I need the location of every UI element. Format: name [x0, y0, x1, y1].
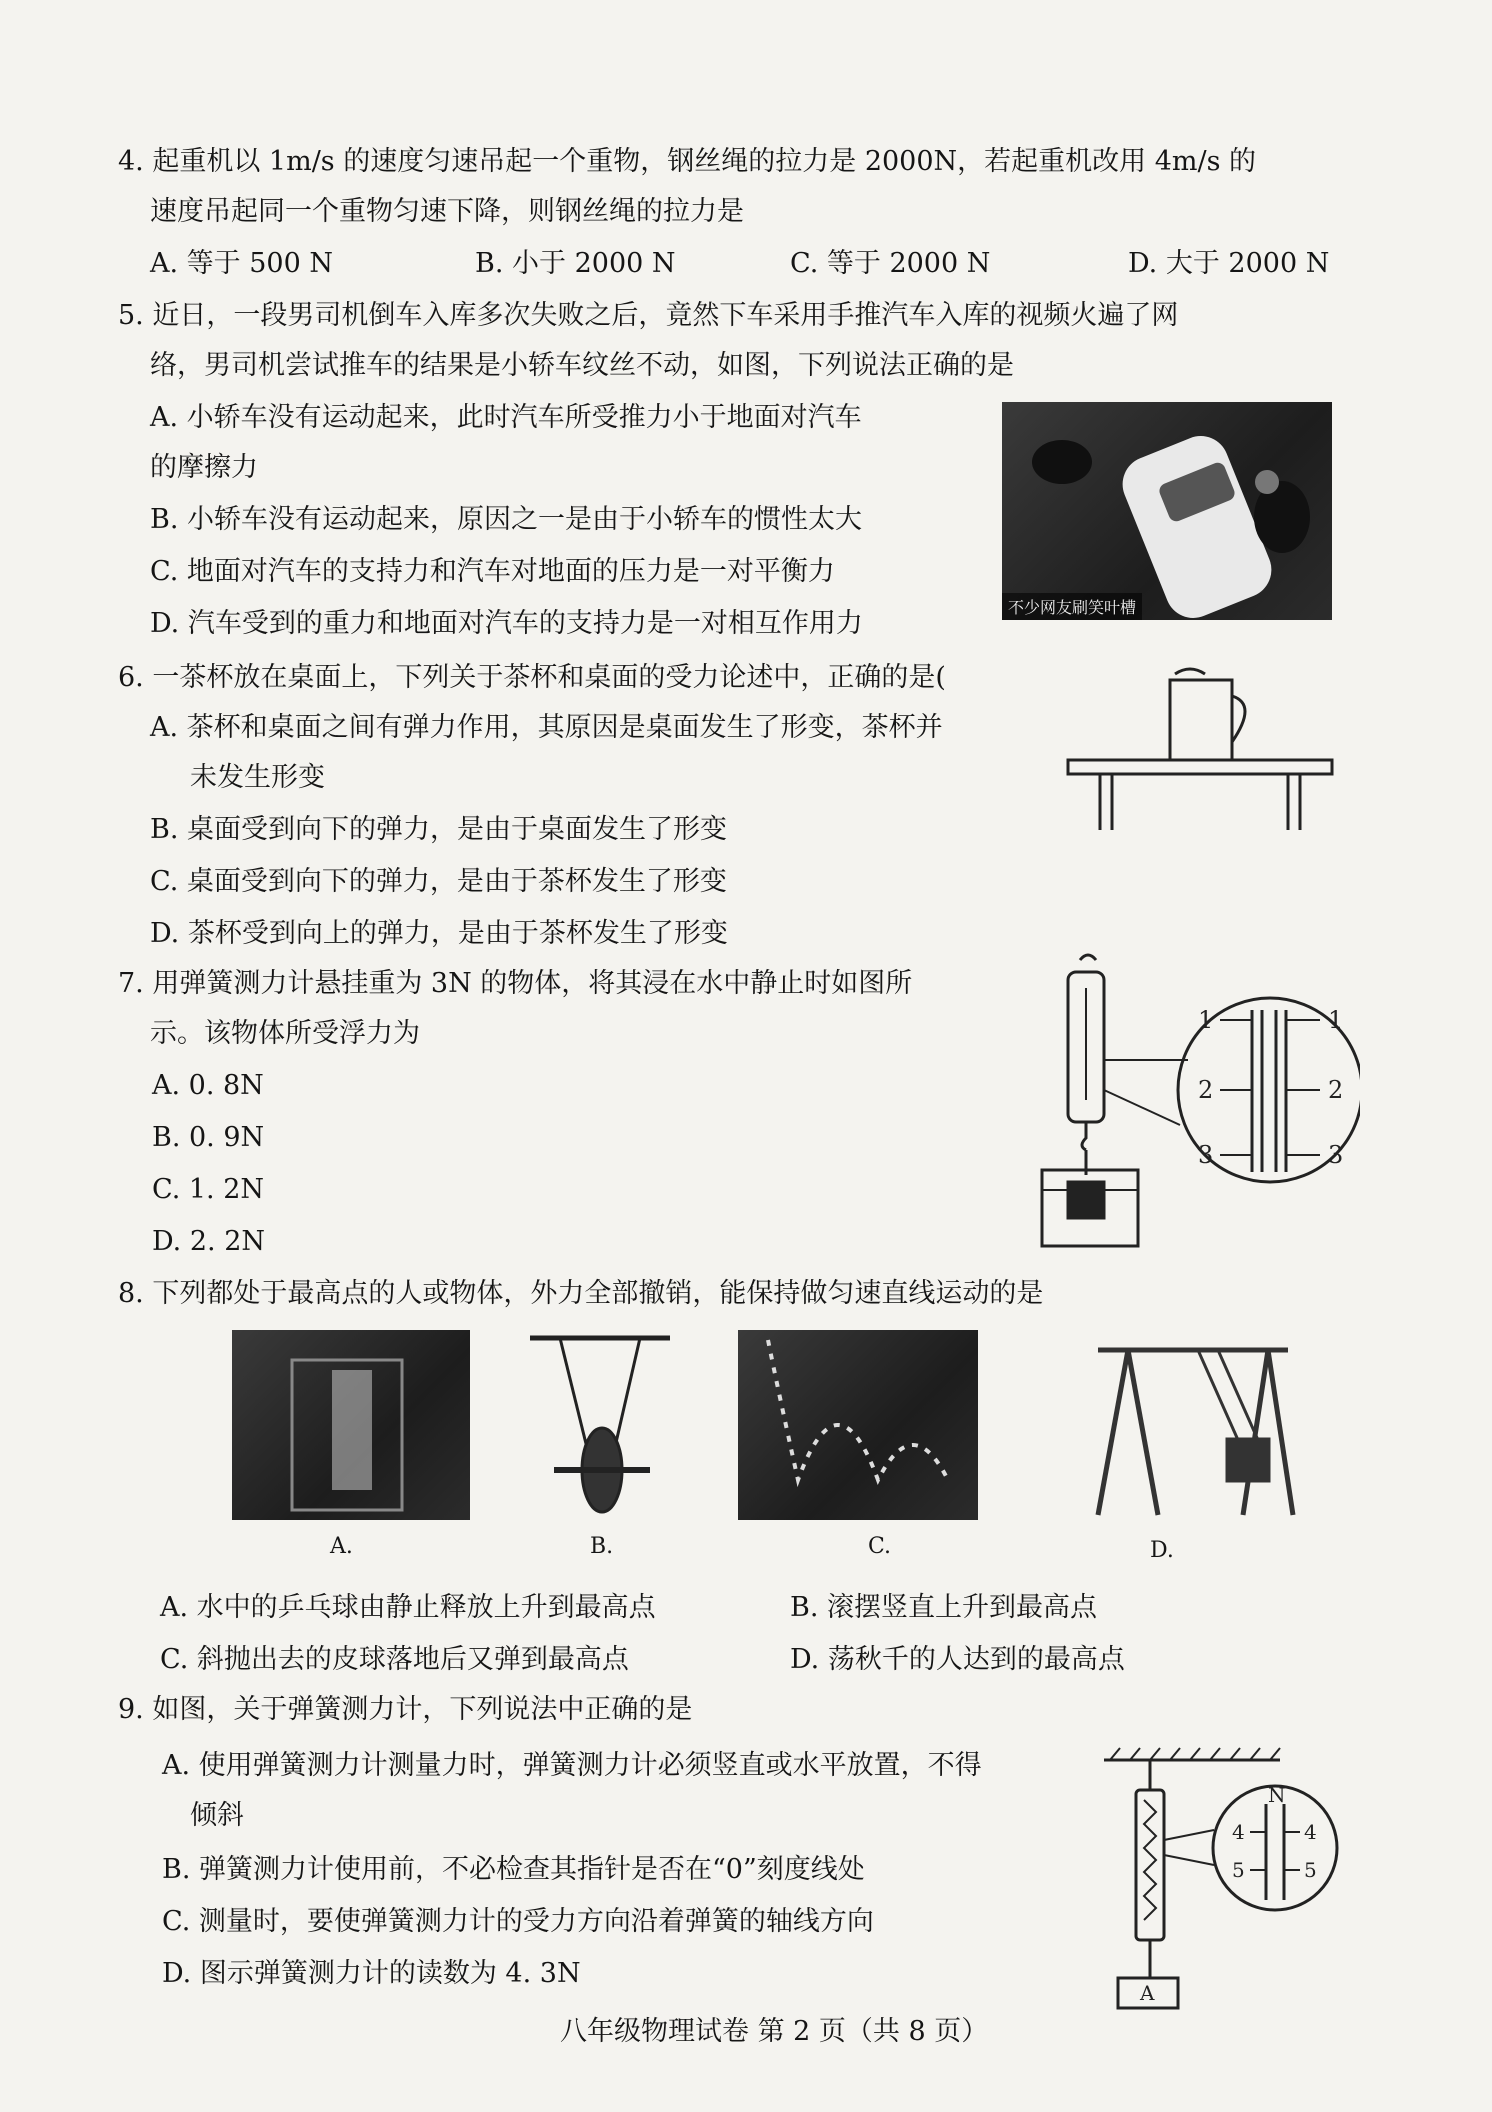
q4-stem-line2: 速度吊起同一个重物匀速下降，则钢丝绳的拉力是	[150, 196, 744, 227]
q6-stem: 6. 一茶杯放在桌面上，下列关于茶杯和桌面的受力论述中，正确的是(	[118, 662, 946, 693]
q7-scale-label-3-right: 3	[1328, 1141, 1344, 1169]
car-push-photo	[1002, 402, 1332, 620]
ping-pong-beaker-illustration	[232, 1330, 470, 1520]
q8-fig-label-b: B.	[590, 1534, 614, 1559]
q8-fig-label-a: A.	[330, 1534, 353, 1559]
q7-option-a: A. 0. 8N	[152, 1070, 264, 1101]
q9-unit-label: N	[1268, 1783, 1286, 1807]
q8-swing-diagram	[1078, 1330, 1308, 1520]
bouncing-ball-trajectory-illustration	[738, 1330, 978, 1520]
q7-option-b: B. 0. 9N	[152, 1122, 265, 1153]
q7-stem-line2: 示。该物体所受浮力为	[150, 1018, 420, 1049]
q4-stem-line1: 4. 起重机以 1m/s 的速度匀速吊起一个重物，钢丝绳的拉力是 2000N，若起重机改用 4m/s 的	[118, 146, 1257, 177]
q9-option-d: D. 图示弹簧测力计的读数为 4. 3N	[162, 1958, 581, 1989]
q9-scale-label-5-left: 5	[1232, 1858, 1245, 1882]
q9-option-a-line1: A. 使用弹簧测力计测量力时，弹簧测力计必须竖直或水平放置，不得	[162, 1750, 982, 1781]
q5-stem-line1: 5. 近日，一段男司机倒车入库多次失败之后，竟然下车采用手推汽车入库的视频火遍了网	[118, 300, 1179, 331]
q6-option-b: B. 桌面受到向下的弹力，是由于桌面发生了形变	[150, 814, 728, 845]
q6-option-a-line2: 未发生形变	[190, 762, 325, 793]
q6-option-a-line1: A. 茶杯和桌面之间有弹力作用，其原因是桌面发生了形变，茶杯并	[150, 712, 943, 743]
q6-option-c: C. 桌面受到向下的弹力，是由于茶杯发生了形变	[150, 866, 727, 897]
q9-scale-label-4-left: 4	[1232, 1820, 1245, 1844]
q5-option-b: B. 小轿车没有运动起来，原因之一是由于小轿车的惯性太大	[150, 504, 863, 535]
q4-option-d: D. 大于 2000 N	[1128, 248, 1330, 279]
q7-scale-label-1-left: 1	[1198, 1006, 1214, 1034]
q5-stem-line2: 络，男司机尝试推车的结果是小轿车纹丝不动，如图，下列说法正确的是	[150, 350, 1014, 381]
q8-photo-ping-pong	[232, 1330, 470, 1520]
q8-option-d: D. 荡秋千的人达到的最高点	[790, 1644, 1125, 1675]
teacup-table-diagram	[1060, 660, 1340, 840]
q7-option-d: D. 2. 2N	[152, 1226, 265, 1257]
q9-option-b: B. 弹簧测力计使用前，不必检查其指针是否在“0”刻度线处	[162, 1854, 865, 1885]
q4-option-a: A. 等于 500 N	[150, 248, 333, 279]
q9-block-label: A	[1140, 1981, 1155, 2005]
q8-option-b: B. 滚摆竖直上升到最高点	[790, 1592, 1098, 1623]
q7-scale-label-2-right: 2	[1328, 1076, 1344, 1104]
q9-spring-scale-diagram	[1090, 1740, 1350, 2010]
q4-option-b: B. 小于 2000 N	[475, 248, 676, 279]
q8-maxwell-wheel-diagram	[520, 1330, 680, 1520]
q9-stem: 9. 如图，关于弹簧测力计，下列说法中正确的是	[118, 1694, 693, 1725]
q7-scale-label-1-right: 1	[1328, 1006, 1344, 1034]
q9-scale-label-5-right: 5	[1304, 1858, 1317, 1882]
q5-option-d: D. 汽车受到的重力和地面对汽车的支持力是一对相互作用力	[150, 608, 863, 639]
q5-option-a-line2: 的摩擦力	[150, 452, 258, 483]
q5-option-c: C. 地面对汽车的支持力和汽车对地面的压力是一对平衡力	[150, 556, 835, 587]
q8-photo-bouncing-ball	[738, 1330, 978, 1520]
q9-scale-label-4-right: 4	[1304, 1820, 1317, 1844]
q8-option-c: C. 斜抛出去的皮球落地后又弹到最高点	[160, 1644, 629, 1675]
q8-option-a: A. 水中的乒乓球由静止释放上升到最高点	[160, 1592, 656, 1623]
q7-stem-line1: 7. 用弹簧测力计悬挂重为 3N 的物体，将其浸在水中静止时如图所	[118, 968, 913, 999]
page-footer: 八年级物理试卷 第 2 页（共 8 页）	[560, 2016, 989, 2047]
spring-scale-water-diagram	[1030, 950, 1360, 1250]
q8-fig-label-d: D.	[1150, 1538, 1174, 1563]
q7-scale-label-2-left: 2	[1198, 1076, 1214, 1104]
q8-stem: 8. 下列都处于最高点的人或物体，外力全部撤销，能保持做匀速直线运动的是	[118, 1278, 1044, 1309]
q7-option-c: C. 1. 2N	[152, 1174, 265, 1205]
photo-caption: 不少网友刷笑叶槽	[1002, 593, 1142, 620]
q9-option-a-line2: 倾斜	[190, 1800, 244, 1831]
q8-fig-label-c: C.	[868, 1534, 892, 1559]
q9-option-c: C. 测量时，要使弹簧测力计的受力方向沿着弹簧的轴线方向	[162, 1906, 874, 1937]
car-photo-illustration	[1002, 402, 1332, 620]
q4-option-c: C. 等于 2000 N	[790, 248, 991, 279]
q7-scale-label-3-left: 3	[1198, 1141, 1214, 1169]
q6-option-d: D. 茶杯受到向上的弹力，是由于茶杯发生了形变	[150, 918, 728, 949]
q5-option-a-line1: A. 小轿车没有运动起来，此时汽车所受推力小于地面对汽车	[150, 402, 862, 433]
